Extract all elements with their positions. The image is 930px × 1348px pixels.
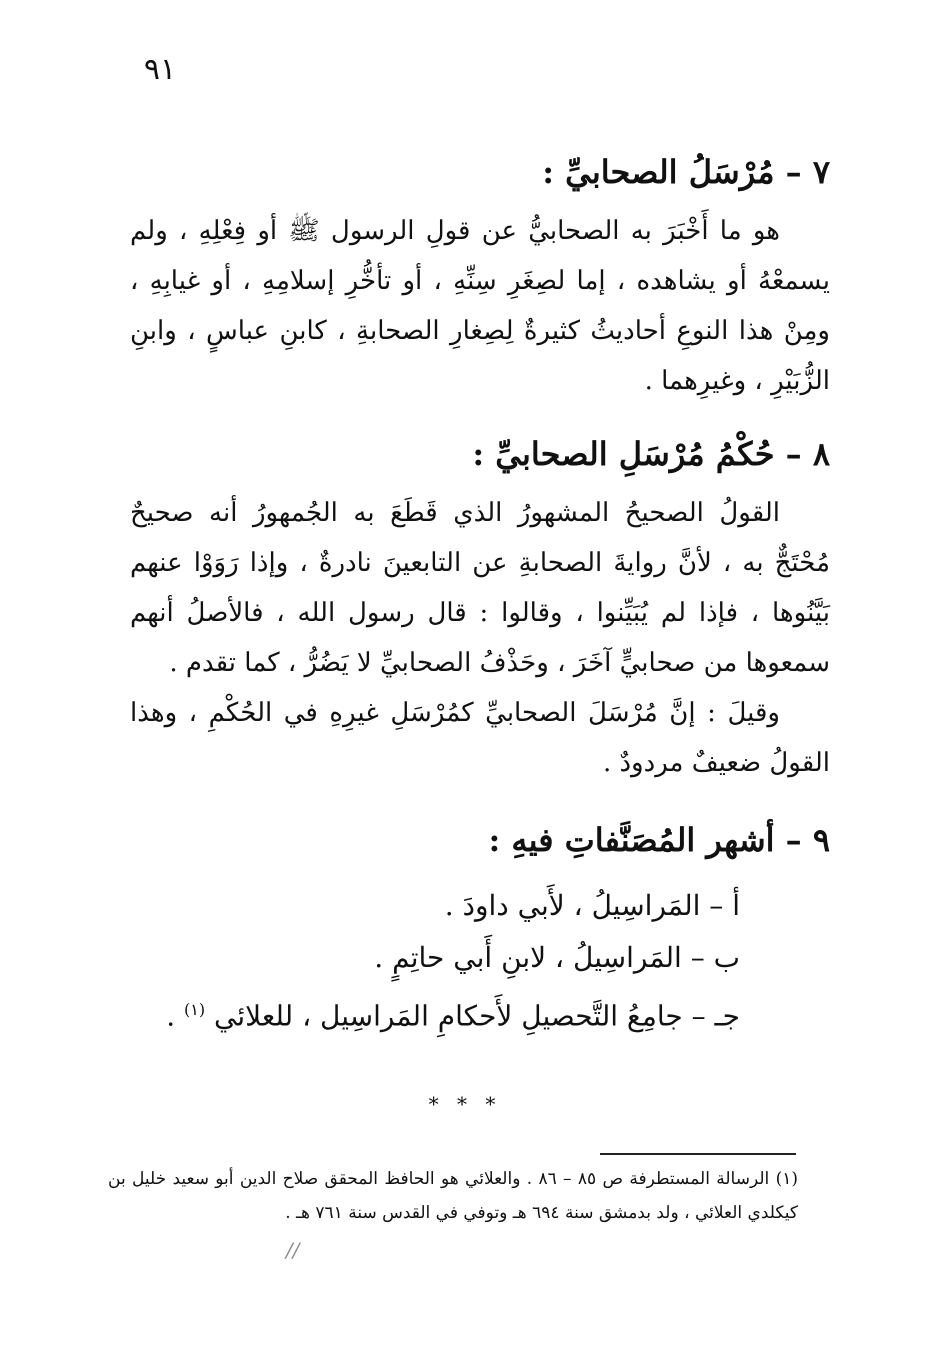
list-item: ب – المَراسِيلُ ، لابنِ أَبي حاتِمٍ .	[374, 941, 740, 974]
section-heading: ٩ – أشهر المُصَنَّفاتِ فيهِ :	[488, 821, 830, 859]
list-item-text: جـ – جامِعُ التَّحصيلِ لأَحكامِ المَراسِيل ، للعلائي	[214, 999, 740, 1033]
footnote-rule	[600, 1153, 796, 1155]
section-heading: ٧ – مُرْسَلُ الصحابيِّ :	[542, 153, 830, 191]
section-paragraph: هو ما أَخْبَرَ به الصحابيُّ عن قولِ الرسول ﷺ أو فِعْلِهِ ، ولم يسمعْهُ أو يشاهده ، إما لصِغَرِ سِنِّهِ ، أو تأخُّرِ إسلامِهِ ، أو غيابِهِ ، ومِنْ هذا النوعِ أحاديثُ كثيرةٌ لِصِغارِ الصحابةِ ، كابنِ عباسٍ ، وابنِ الزُّبَيْرِ ، وغيرِهما .	[130, 216, 830, 396]
list-item: أ – المَراسِيلُ ، لأَبي داودَ .	[444, 889, 740, 922]
works-list	[130, 880, 830, 1042]
section-7	[130, 148, 830, 406]
footnote: (١) الرسالة المستطرفة ص ٨٥ – ٨٦ . والعلائي هو الحافظ المحقق صلاح الدين أبو سعيد خليل بن كيكلدي العلائي ، ولد بدمشق سنة ٦٩٤ هـ وتوفي في القدس سنة ٧٦١ هـ .	[108, 1169, 798, 1223]
section-heading: ٨ – حُكْمُ مُرْسَلِ الصحابيِّ :	[472, 435, 830, 473]
section-paragraph: وقيلَ : إنَّ مُرْسَلَ الصحابيِّ كمُرْسَلِ غيرِهِ في الحُكْمِ ، وهذا القولُ ضعيفٌ مردودٌ .	[130, 698, 830, 778]
footnote-ref[interactable]: (١)	[184, 1000, 206, 1019]
section-9	[130, 816, 830, 1042]
stamp-mark: //	[286, 1238, 300, 1262]
list-item-tail: .	[166, 999, 185, 1033]
section-8	[130, 430, 830, 788]
section-paragraph: القولُ الصحيحُ المشهورُ الذي قَطَعَ به الجُمهورُ أنه صحيحٌ مُحْتَجٌّ به ، لأنَّ روايةَ الصحابةِ عن التابعينَ نادرةٌ ، وإذا رَوَوْا عنهم بَيَّنُوها ، فإذا لم يُبَيِّنوا ، وقالوا : قال رسول الله ، فالأصلُ أنهم سمعوها من صحابيٍّ آخَرَ ، وحَذْفُ الصحابيِّ لا يَضُرُّ ، كما تقدم .	[130, 498, 830, 678]
section-separator: * * *	[428, 1092, 502, 1116]
list-item	[130, 984, 830, 1042]
page-number: ٩١	[143, 52, 177, 87]
footnotes	[108, 1162, 798, 1230]
